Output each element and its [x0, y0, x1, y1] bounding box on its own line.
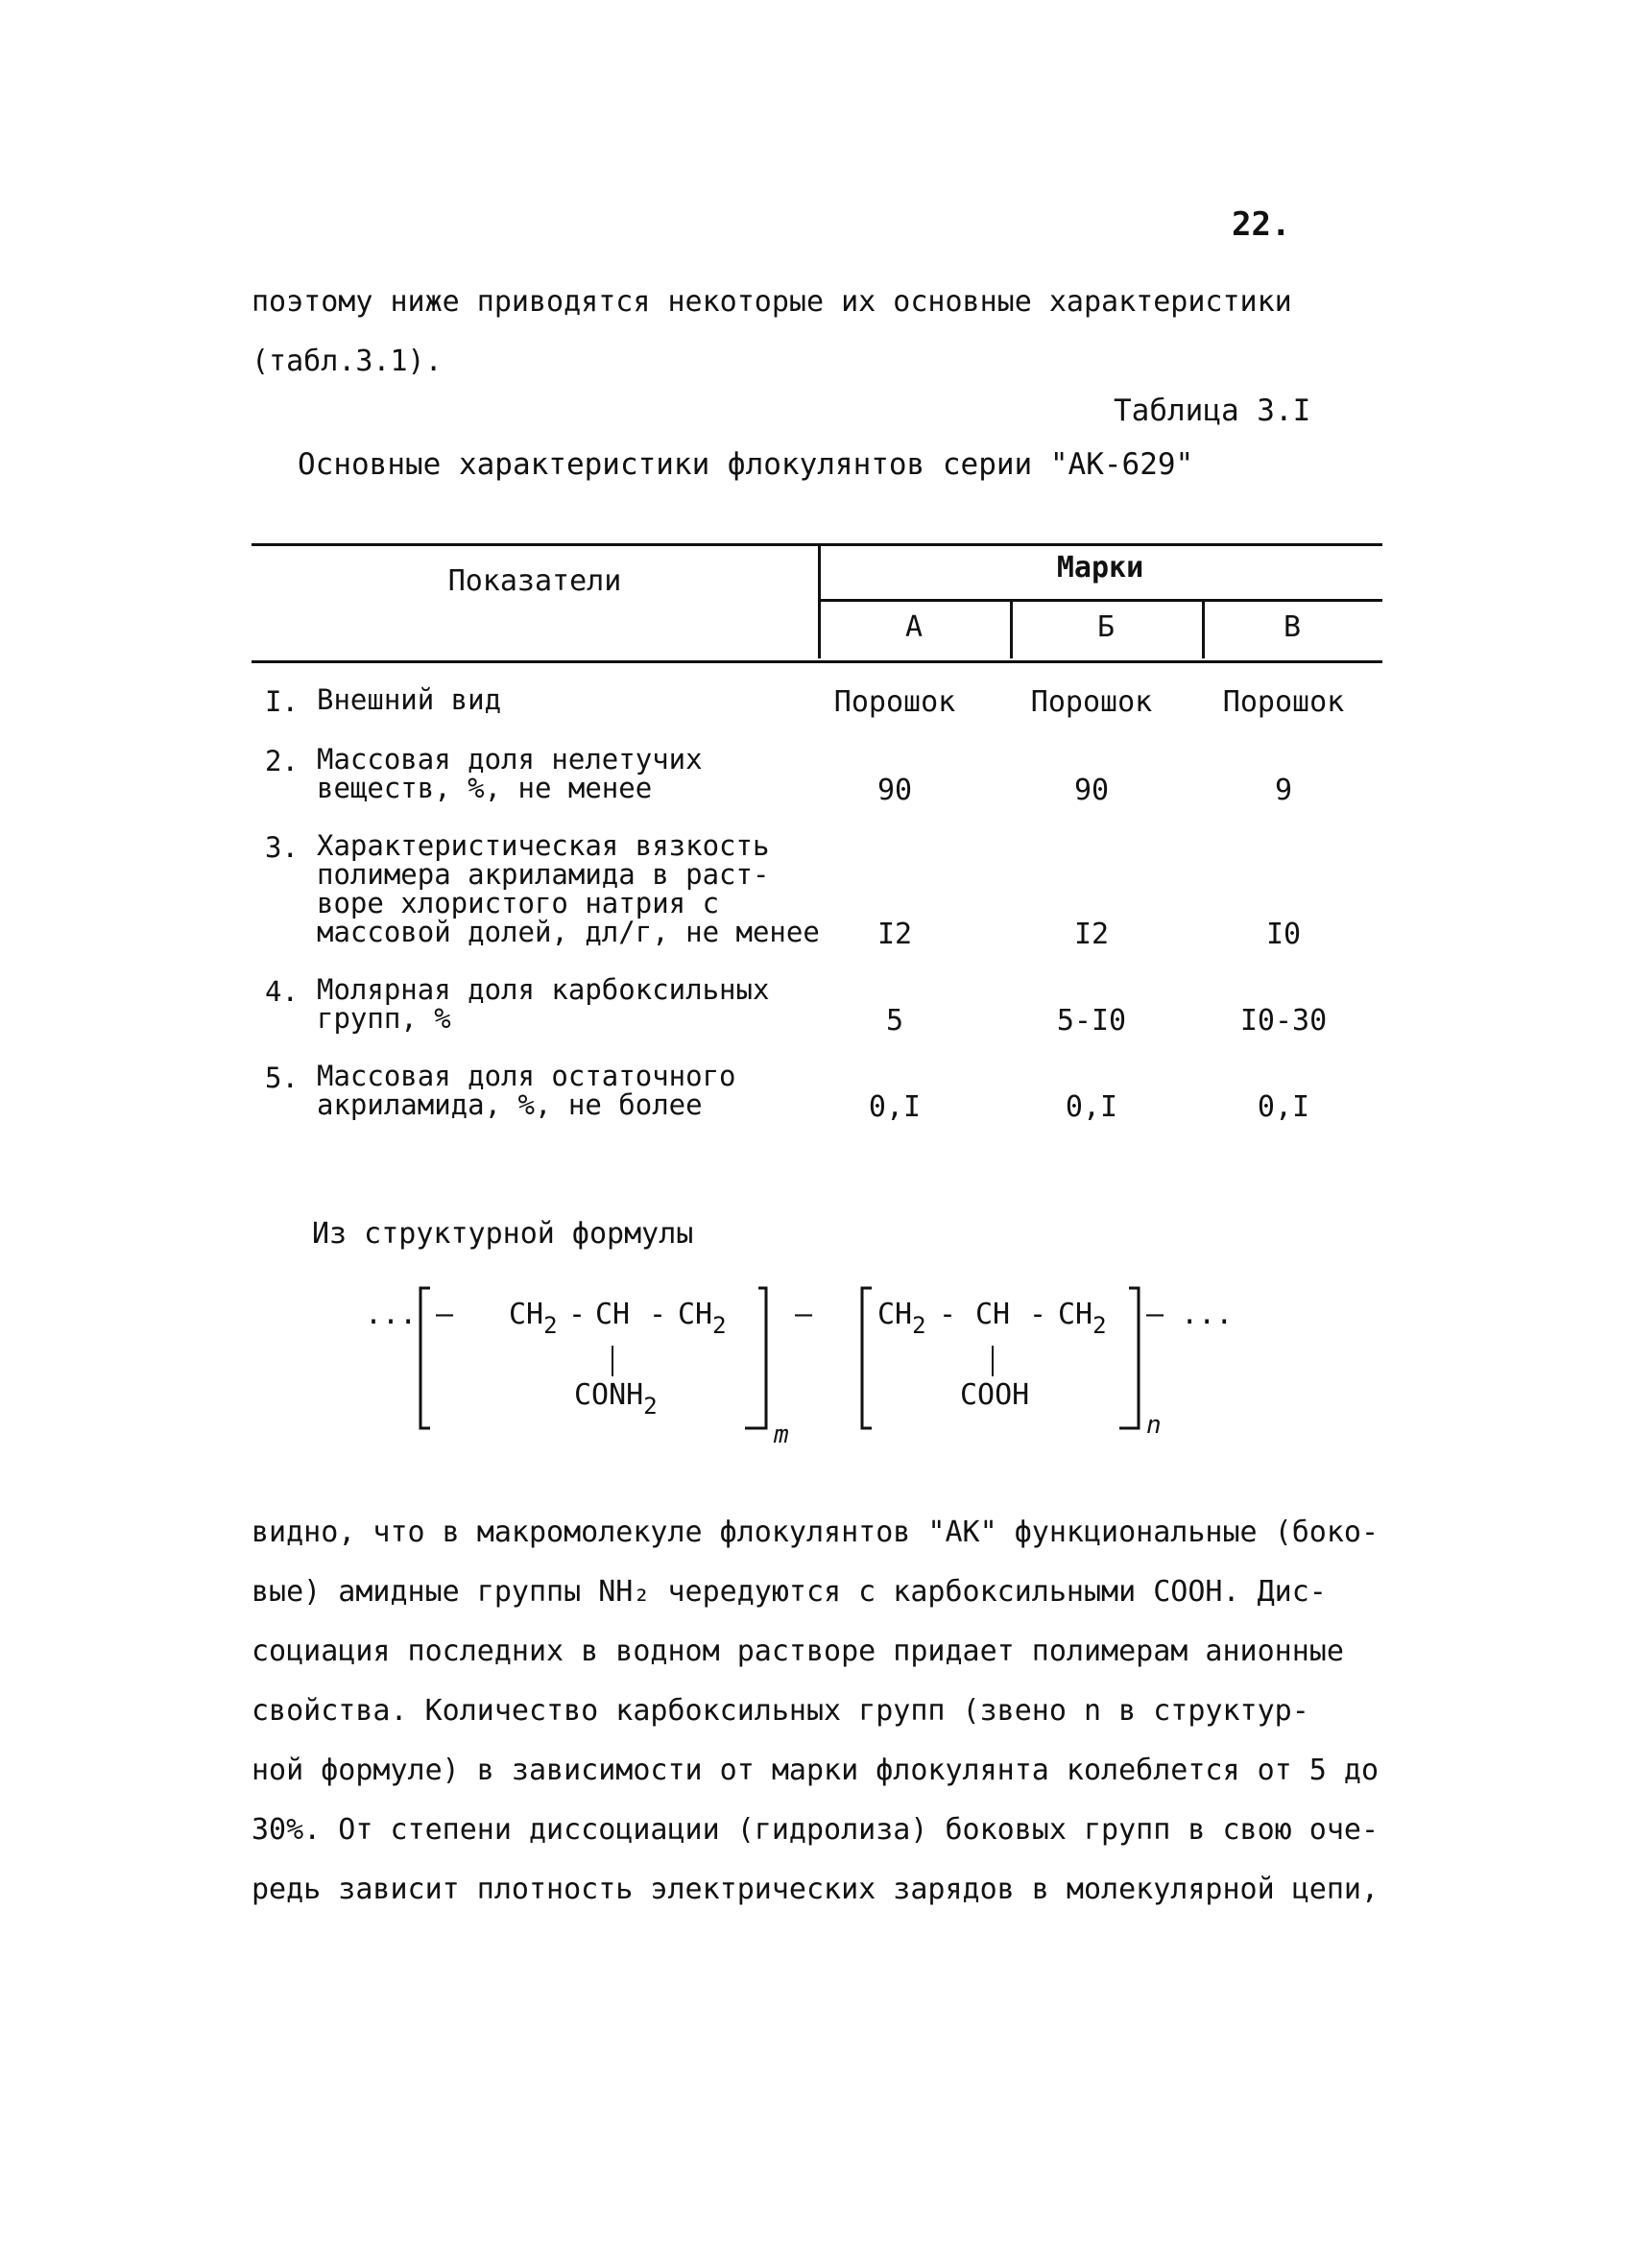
formula-minus: -	[649, 1298, 667, 1331]
body-line: свойства. Количество карбоксильных групп (звено n в структур-	[252, 1694, 1309, 1728]
table-caption: Таблица 3.I	[1114, 394, 1311, 428]
row-label	[317, 975, 769, 1033]
bracket-left-n	[862, 1288, 872, 1428]
cell-value: Порошок	[1222, 685, 1345, 719]
row-label-line: Характеристическая вязкость	[317, 829, 770, 862]
intro-line: поэтому ниже приводятся некоторые их основные характеристики	[252, 285, 1292, 319]
cell-value: I0	[1265, 918, 1302, 951]
row-label	[317, 685, 501, 714]
row-label-line: акриламида, %, не более	[317, 1088, 703, 1121]
intro-paragraph	[252, 273, 1292, 392]
body-line: ной формуле) в зависимости от марки флокулянта колеблется от 5 до	[252, 1754, 1379, 1787]
formula-group	[1058, 1298, 1107, 1339]
grades-sub-rule	[818, 599, 1382, 602]
row-label	[317, 1062, 736, 1119]
formula-carboxyl: COOH	[960, 1378, 1030, 1412]
formula-subscript: 2	[643, 1393, 658, 1420]
formula-minus: -	[1029, 1298, 1047, 1331]
formula-ch2: CH	[678, 1298, 713, 1331]
body-paragraph	[252, 1503, 1379, 1920]
body-line: вые) амидные группы NH₂ чередуются с карбоксильными COOH. Дис-	[252, 1575, 1327, 1609]
row-number: 5.	[265, 1062, 299, 1094]
formula-subscript: 2	[543, 1312, 558, 1339]
row-label-line: массовой долей, дл/г, не менее	[317, 916, 820, 948]
row-number: 4.	[265, 975, 299, 1008]
row-label-line: полимера акриламида в раст-	[317, 858, 770, 891]
formula-ch2: CH	[877, 1298, 913, 1331]
row-label-line: Массовая доля остаточного	[317, 1060, 736, 1092]
body-line: видно, что в макромолекуле флокулянтов "АК" функциональные (боко-	[252, 1516, 1379, 1549]
formula-subscript: 2	[712, 1312, 727, 1339]
characteristics-table	[252, 539, 1382, 1134]
formula-subscript: 2	[1092, 1312, 1107, 1339]
row-label	[317, 745, 703, 802]
formula-amide	[574, 1378, 658, 1420]
cell-value: Порошок	[833, 685, 956, 719]
cell-value: Порошок	[1030, 685, 1153, 719]
row-label-line: веществ, %, не менее	[317, 772, 653, 804]
row-label-line: воре хлористого натрия с	[317, 887, 720, 919]
grade-v: В	[1283, 610, 1302, 644]
formula-trail: — ...	[1146, 1298, 1234, 1331]
cell-value: 5	[885, 1004, 904, 1038]
cell-value: I2	[876, 918, 913, 951]
page-number: 22.	[1232, 205, 1291, 244]
cell-value: 0,I	[868, 1090, 922, 1124]
formula-group	[509, 1298, 558, 1339]
formula-ch2: CH	[1058, 1298, 1093, 1331]
row-label	[317, 831, 820, 946]
formula-ch: CH	[595, 1298, 631, 1331]
formula-index-n: n	[1146, 1411, 1162, 1440]
formula-minus: -	[939, 1298, 957, 1331]
body-line: социация последних в водном растворе придает полимерам анионные	[252, 1635, 1344, 1668]
cell-value: 0,I	[1065, 1090, 1118, 1124]
formula-subscript: 2	[912, 1312, 926, 1339]
cell-value: I2	[1073, 918, 1110, 951]
header-grades: Марки	[1056, 551, 1144, 585]
row-label-line: Внешний вид	[317, 683, 502, 716]
grade-b: Б	[1096, 610, 1116, 644]
formula-group	[877, 1298, 926, 1339]
row-label-line: Массовая доля нелетучих	[317, 743, 703, 776]
table-top-rule	[252, 543, 1382, 546]
bracket-right-n	[1119, 1288, 1139, 1428]
formula-index-m: m	[774, 1420, 789, 1449]
grade-a: А	[904, 610, 924, 644]
structural-formula	[365, 1277, 1286, 1468]
cell-value: 5-I0	[1056, 1004, 1127, 1038]
cell-value: 9	[1274, 774, 1293, 807]
formula-ch: CH	[975, 1298, 1011, 1331]
formula-dash: —	[436, 1298, 454, 1331]
formula-minus: -	[568, 1298, 587, 1331]
row-label-line: групп, %	[317, 1002, 451, 1035]
cell-value: 90	[1073, 774, 1110, 807]
formula-dash: —	[795, 1298, 813, 1331]
formula-lead: ...	[365, 1298, 418, 1331]
formula-intro: Из структурной формулы	[312, 1217, 694, 1251]
bracket-right-m	[745, 1288, 766, 1428]
table-title: Основные характеристики флокулянтов серии "АК-629"	[298, 447, 1194, 482]
row-label-line: Молярная доля карбоксильных	[317, 973, 770, 1006]
formula-amide-text: CONH	[574, 1378, 644, 1412]
row-number: I.	[265, 685, 299, 718]
row-number: 3.	[265, 831, 299, 864]
body-line: редь зависит плотность электрических зарядов в молекулярной цепи,	[252, 1873, 1379, 1906]
cell-value: 0,I	[1257, 1090, 1310, 1124]
header-bottom-rule	[252, 660, 1382, 663]
formula-ch2: CH	[509, 1298, 544, 1331]
cell-value: 90	[876, 774, 913, 807]
body-line: 30%. От степени диссоциации (гидролиза) боковых групп в свою оче-	[252, 1813, 1379, 1847]
cell-value: I0-30	[1239, 1004, 1328, 1038]
intro-line: (табл.3.1).	[252, 345, 443, 378]
bracket-left-m	[420, 1288, 430, 1428]
row-number: 2.	[265, 745, 299, 777]
formula-group	[678, 1298, 727, 1339]
header-indicators: Показатели	[447, 564, 622, 598]
